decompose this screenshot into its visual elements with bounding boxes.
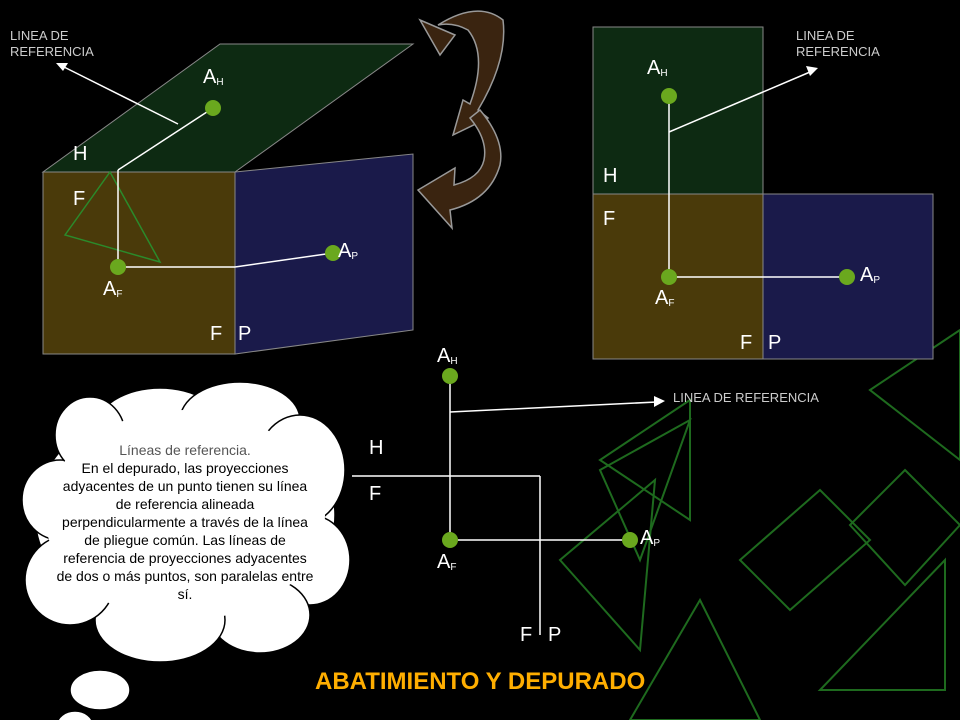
reference-line-label [10,28,94,60]
deco-triangle [560,480,655,650]
point-letter: A [437,345,451,367]
point-letter: A [437,551,451,573]
label-af [103,278,122,301]
label-plane-f: F [369,483,382,505]
point-letter: A [647,57,661,79]
point-letter: A [203,66,217,88]
reference-line-label-line2: REFERENCIA [10,44,94,59]
point-subscript: P [873,275,881,286]
label-plane-h: H [603,165,618,187]
horizontal-plane-unfolded [593,27,763,194]
label-ap [860,264,880,287]
point-letter: A [103,278,117,300]
arrowhead-icon [56,63,68,71]
point-subscript: P [653,538,661,549]
background-shapes [560,330,960,720]
deco-triangle [820,560,945,690]
point-af [661,269,677,285]
label-fold-p: P [238,323,252,345]
point-af [110,259,126,275]
label-fold-p: P [768,332,782,354]
point-subscript: H [450,356,458,367]
reference-line-label-line1: LINEA DE [796,28,855,43]
label-ah [437,345,458,368]
point-subscript: P [351,251,359,262]
arrowhead-icon [806,66,818,76]
point-letter: A [655,287,669,309]
point-ap [839,269,855,285]
point-letter: A [640,527,654,549]
deco-diamond [850,470,960,585]
point-letter: A [338,240,352,262]
note-body: En el depurado, las proyecciones adyacentes de un punto tienen su línea de referencia alineada perpendicularmente a través de la línea de pliegue común. Las líneas de referencia de proyecciones adyacentes de dos o más puntos, son paralelas entre sí. [56,460,314,602]
label-af [655,287,674,310]
point-subscript: H [216,77,224,88]
reference-line-label-line2: REFERENCIA [796,44,880,59]
horizontal-plane-3d [43,44,413,172]
label-fold-f: F [210,323,223,345]
reference-line-label [796,28,880,60]
label-fold-f: F [740,332,753,354]
label-fold-f: F [520,624,533,646]
label-plane-h: H [73,143,88,165]
label-af [437,551,456,574]
label-fold-p: P [548,624,562,646]
label-ap [338,240,358,263]
page-title: ABATIMIENTO Y DEPURADO [315,668,646,695]
point-ah [442,368,458,384]
frontal-plane-3d [43,172,235,354]
label-plane-f: F [73,188,86,210]
deco-diamond [740,490,870,610]
note-text [54,441,316,603]
label-ap [640,527,660,550]
deco-triangle [630,600,760,720]
point-subscript: F [668,298,675,309]
label-ah [203,66,224,89]
point-subscript: H [660,68,668,79]
reference-line-label: LINEA DE REFERENCIA [673,390,819,405]
reference-arrow-line [450,402,657,412]
point-ap [622,532,638,548]
point-af [442,532,458,548]
note-heading: Líneas de referencia. [119,442,251,458]
point-subscript: F [450,562,457,573]
arrowhead-icon [654,396,665,407]
point-ah [205,100,221,116]
arrowhead-icon [420,20,455,55]
point-subscript: F [116,289,123,300]
label-ah [647,57,668,80]
point-letter: A [860,264,874,286]
reference-line-label-line1: LINEA DE [10,28,69,43]
label-plane-f: F [603,208,616,230]
label-plane-h: H [369,437,384,459]
point-ah [661,88,677,104]
